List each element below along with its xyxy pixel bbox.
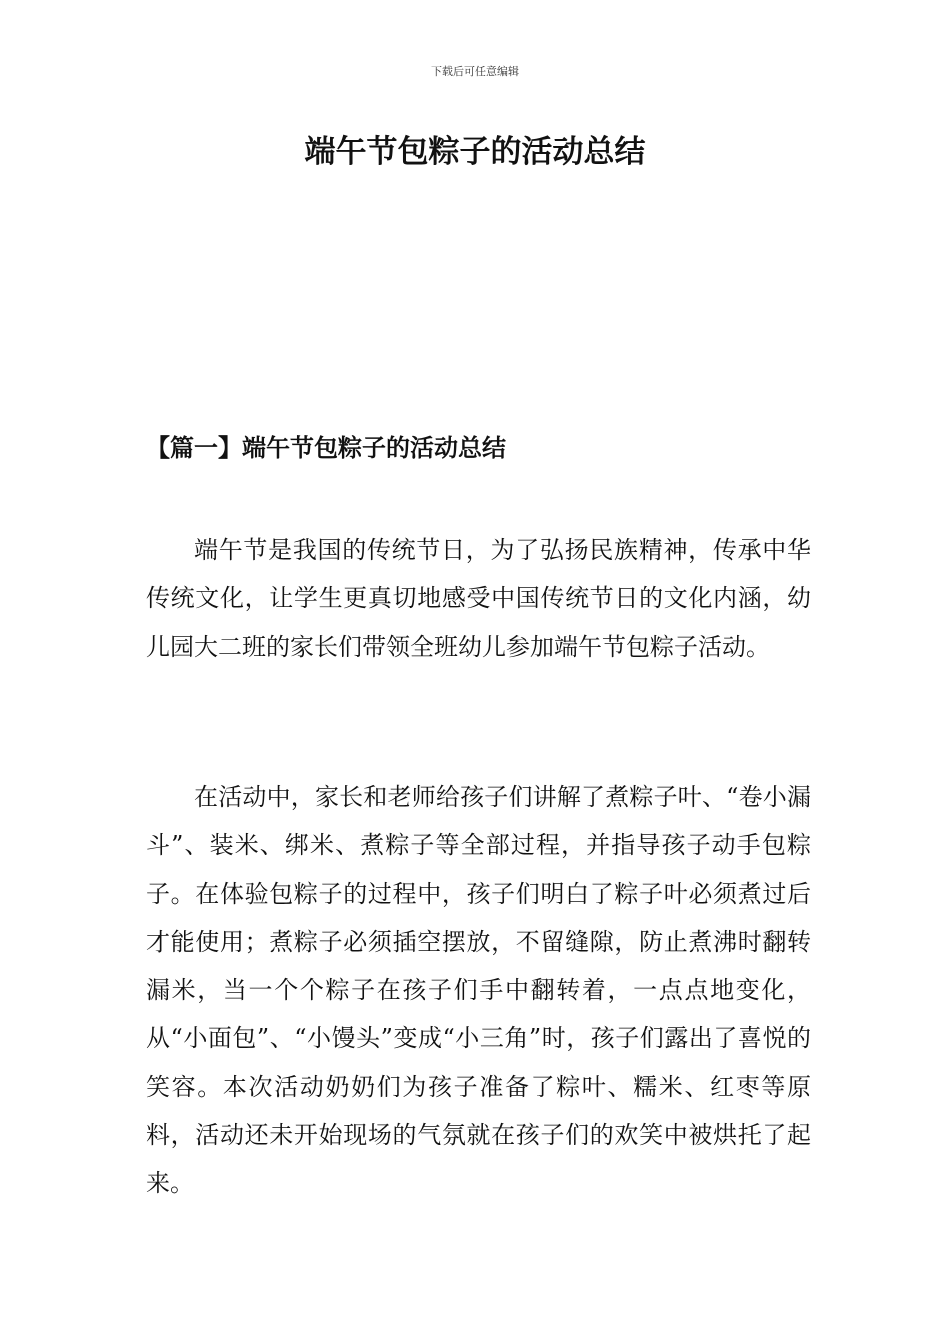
page-header-note: 下载后可任意编辑 — [431, 65, 519, 78]
paragraph-2: 在活动中，家长和老师给孩子们讲解了煮粽子叶、“卷小漏斗”、装米、绑米、煮粽子等全部过程，并指导孩子动手包粽子。在体验包粽子的过程中，孩子们明白了粽子叶必须煮过后才能使用；煮粽子必须插空摆放，不留缝隙，防止煮沸时翻转漏米，当一个个粽子在孩子们手中翻转着，一点点地变化，从“小面包”、“小馒头”变成“小三角”时，孩子们露出了喜悦的笑容。本次活动奶奶们为孩子准备了粽叶、糯米、红枣等原料，活动还未开始现场的气氛就在孩子们的欢笑中被烘托了起来。 — [146, 783, 811, 1198]
document-title: 端午节包粽子的活动总结 — [304, 134, 646, 170]
paragraph-1: 端午节是我国的传统节日，为了弘扬民族精神，传承中华传统文化，让学生更真切地感受中国传统节日的文化内涵，幼儿园大二班的家长们带领全班幼儿参加端午节包粽子活动。 — [146, 536, 811, 661]
section-heading: 【篇一】端午节包粽子的活动总结 — [146, 433, 506, 462]
